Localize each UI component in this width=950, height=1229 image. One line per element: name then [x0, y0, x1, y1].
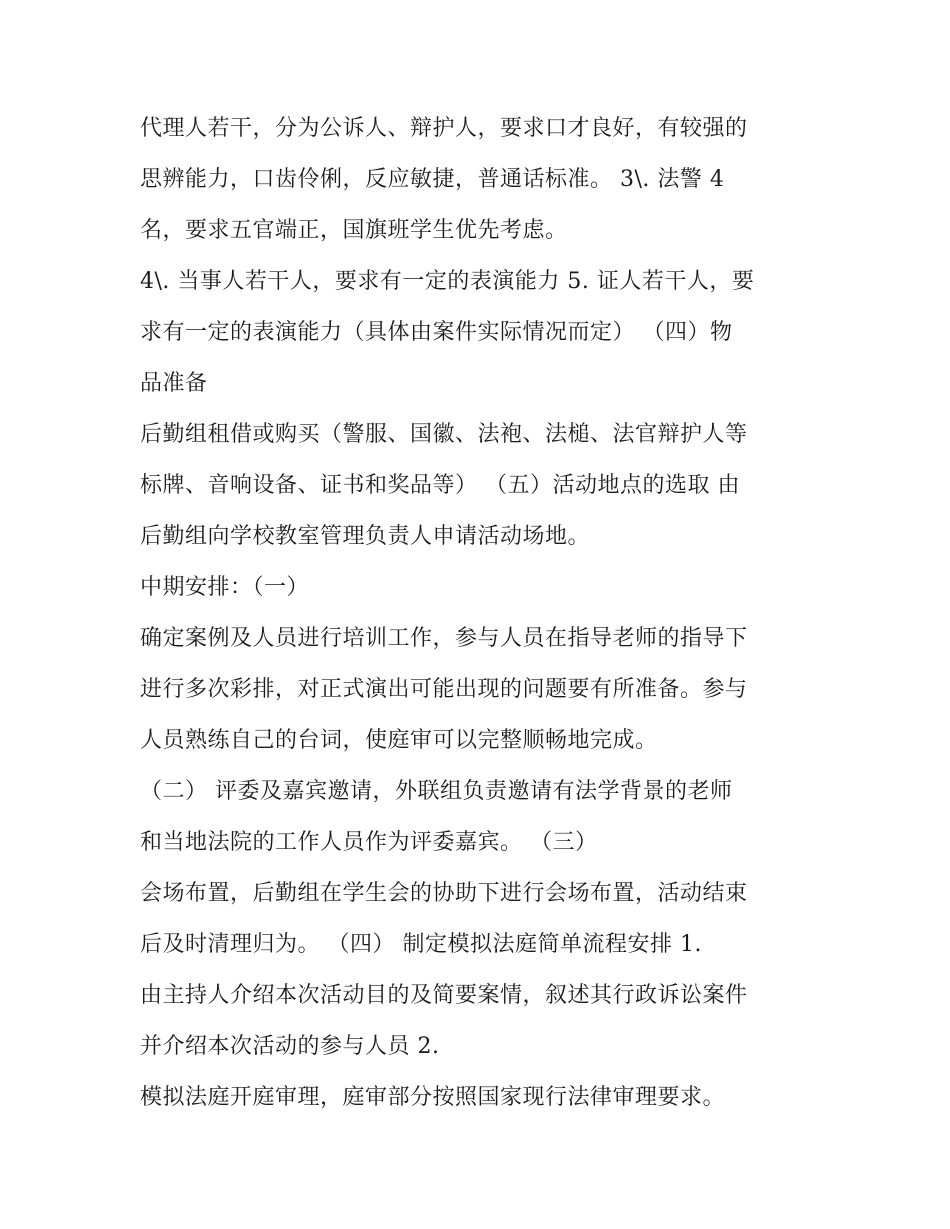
- text-line: 后勤组向学校教室管理负责人申请活动场地。: [140, 524, 591, 549]
- text-line: 和当地法院的工作人员作为评委嘉宾。 （三）: [140, 830, 598, 855]
- text-line: 会场布置，后勤组在学生会的协助下进行会场布置，活动结束: [140, 881, 748, 906]
- text-line: 确定案例及人员进行培训工作，参与人员在指导老师的指导下: [140, 626, 748, 651]
- text-line: 名，要求五官端正，国旗班学生优先考虑。: [140, 218, 568, 243]
- text-line: 求有一定的表演能力（具体由案件实际情况而定） （四）物: [140, 320, 733, 345]
- text-line: 后及时清理归为。 （四） 制定模拟法庭简单流程安排 1.: [140, 932, 702, 957]
- text-line: 品准备: [140, 371, 208, 396]
- text-line: 后勤组租借或购买（警服、国徽、法袍、法槌、法官辩护人等: [140, 422, 748, 447]
- section-heading: 中期安排：（一）: [140, 575, 310, 600]
- text-line: 模拟法庭开庭审理，庭审部分按照国家现行法律审理要求。: [140, 1085, 726, 1110]
- text-line: 并介绍本次活动的参与人员 2.: [140, 1034, 440, 1059]
- text-line: 4\. 当事人若干人，要求有一定的表演能力 5. 证人若干人，要: [140, 269, 755, 294]
- text-line: 代理人若干，分为公诉人、辩护人，要求口才良好，有较强的: [140, 116, 748, 141]
- text-line: 由主持人介绍本次活动目的及简要案情，叙述其行政诉讼案件: [140, 983, 748, 1008]
- text-line: 进行多次彩排，对正式演出可能出现的问题要有所准备。参与: [140, 677, 748, 702]
- text-line: 人员熟练自己的台词，使庭审可以完整顺畅地完成。: [140, 728, 658, 753]
- text-line: 思辨能力，口齿伶俐，反应敏捷，普通话标准。 3\. 法警 4: [140, 167, 725, 192]
- text-line: （二） 评委及嘉宾邀请，外联组负责邀请有法学背景的老师: [140, 779, 733, 804]
- text-line: 标牌、音响设备、证书和奖品等） （五）活动地点的选取 由: [140, 473, 740, 498]
